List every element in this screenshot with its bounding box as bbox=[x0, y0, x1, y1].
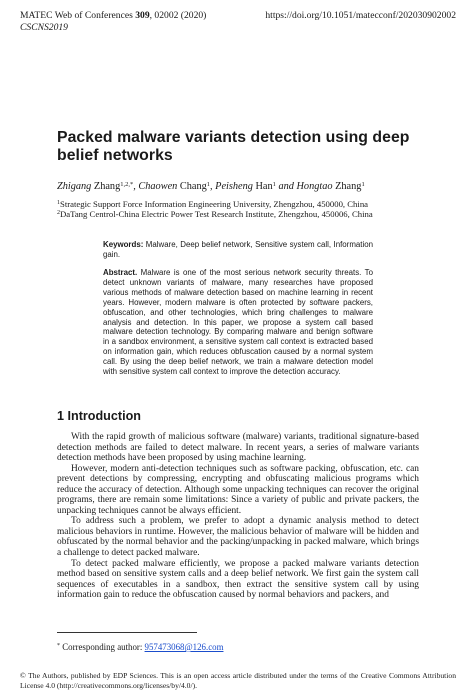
affiliation-1 bbox=[57, 199, 368, 209]
footnote-divider bbox=[57, 632, 197, 633]
abstract-label: Abstract. bbox=[103, 268, 138, 277]
paragraph: To detect packed malware efficiently, we propose a packed malware variants detection method based on sensitive system calls and a deep belief network. We first gain the system call sequences of executables in a sandbox, then extract the sensitive system call by using information gain to reduce the obfuscation caused by normal behaviors and packers, and bbox=[57, 558, 419, 601]
author-3-family: Han bbox=[252, 181, 273, 192]
author-4-affil: 1 bbox=[361, 181, 365, 188]
author-2-family: Chang bbox=[177, 181, 207, 192]
author-1-given: Zhigang bbox=[57, 181, 92, 192]
author-2-affil: 1 bbox=[206, 181, 211, 188]
paper-title: Packed malware variants detection using deep belief networks bbox=[57, 129, 410, 164]
footnote bbox=[57, 642, 223, 652]
affiliation-1-num: 1 bbox=[57, 200, 60, 206]
author-3-given: , Peisheng bbox=[210, 181, 253, 192]
corresponding-email-link[interactable]: 957473068@126.com bbox=[144, 642, 224, 652]
affiliation-2-text: DaTang Centrol-China Electric Power Test Research Institute, Zhengzhou, 450006, China bbox=[60, 209, 373, 219]
paragraph: However, modern anti-detection techniques such as software packing, obfuscation, etc. can prevent detections by compressing, encrypting and obfuscating malicious programs which reduce the accuracy of detection. Although some unpacking techniques can recover the original programs, there are remain some limitations: Since a variety of public and private packers, the unpacking techniques cannot be always efficient. bbox=[57, 463, 419, 516]
author-2-given: , Chaowen bbox=[133, 181, 178, 192]
author-3-affil: 1 bbox=[272, 181, 276, 188]
footnote-label: Corresponding author: bbox=[60, 642, 145, 652]
keywords-text: Malware, Deep belief network, Sensitive system call, Information gain. bbox=[103, 240, 373, 259]
author-4-family: Zhang bbox=[332, 181, 362, 192]
journal-volume: 309 bbox=[135, 10, 150, 21]
abstract bbox=[103, 268, 373, 377]
journal-header bbox=[20, 9, 206, 22]
article-year: , 02002 (2020) bbox=[149, 10, 207, 21]
paragraph: With the rapid growth of malicious software (malware) variants, traditional signature-based detection methods are failed to detect malware. In recent years, a series of malware variants detection methods have been proposed by using machine learning. bbox=[57, 432, 419, 464]
copyright-notice: © The Authors, published by EDP Sciences. This is an open access article distributed under the terms of the Creative Commons Attribution License 4.0 (http://creativecommons.org/licenses/by/4.0/). bbox=[20, 671, 456, 690]
paragraph: To address such a problem, we prefer to adopt a dynamic analysis method to detect malicious behaviors in runtime. However, the malicious behavior of malware will be hidden and obfuscated by the normal behavior and the packing/unpacking in packed malware, which brings a challenge to detect packed malware. bbox=[57, 516, 419, 559]
keywords-label: Keywords: bbox=[103, 240, 144, 249]
journal-name: MATEC Web of Conferences bbox=[20, 10, 133, 21]
conference-series: CSCNS2019 bbox=[20, 22, 68, 33]
affiliation-1-text: Strategic Support Force Information Engineering University, Zhengzhou, 450000, China bbox=[60, 199, 369, 209]
author-1-affil: 1,2,* bbox=[120, 181, 134, 188]
footnote-mark: * bbox=[57, 643, 60, 649]
author-line bbox=[57, 181, 365, 192]
affiliation-2 bbox=[57, 209, 373, 219]
author-4-given: and Hongtao bbox=[275, 181, 333, 192]
keywords bbox=[103, 240, 373, 260]
doi-link[interactable]: https://doi.org/10.1051/matecconf/202030902002 bbox=[265, 10, 456, 21]
abstract-text: Malware is one of the most serious network security threats. To detect unknown variants of malware, many researches have proposed various methods of malware detection based on machine learning in recent years. However, modern malware is often protected by software packers, obfuscation, and other technologies, which bring challenges to malware analysis and detection. In this paper, we propose a system call based malware detection technology. By comparing malware and benign software in a sandbox environment, a sensitive system call context is extracted based on information gain, which reduces obfuscation caused by a normal system call. By using the deep belief network, we train a malware detection model with sensitive system call context to improve the detection accuracy. bbox=[103, 268, 373, 377]
affiliation-2-num: 2 bbox=[57, 210, 60, 216]
section-body bbox=[57, 432, 419, 601]
section-heading: 1 Introduction bbox=[57, 409, 141, 423]
author-1-family: Zhang bbox=[91, 181, 121, 192]
